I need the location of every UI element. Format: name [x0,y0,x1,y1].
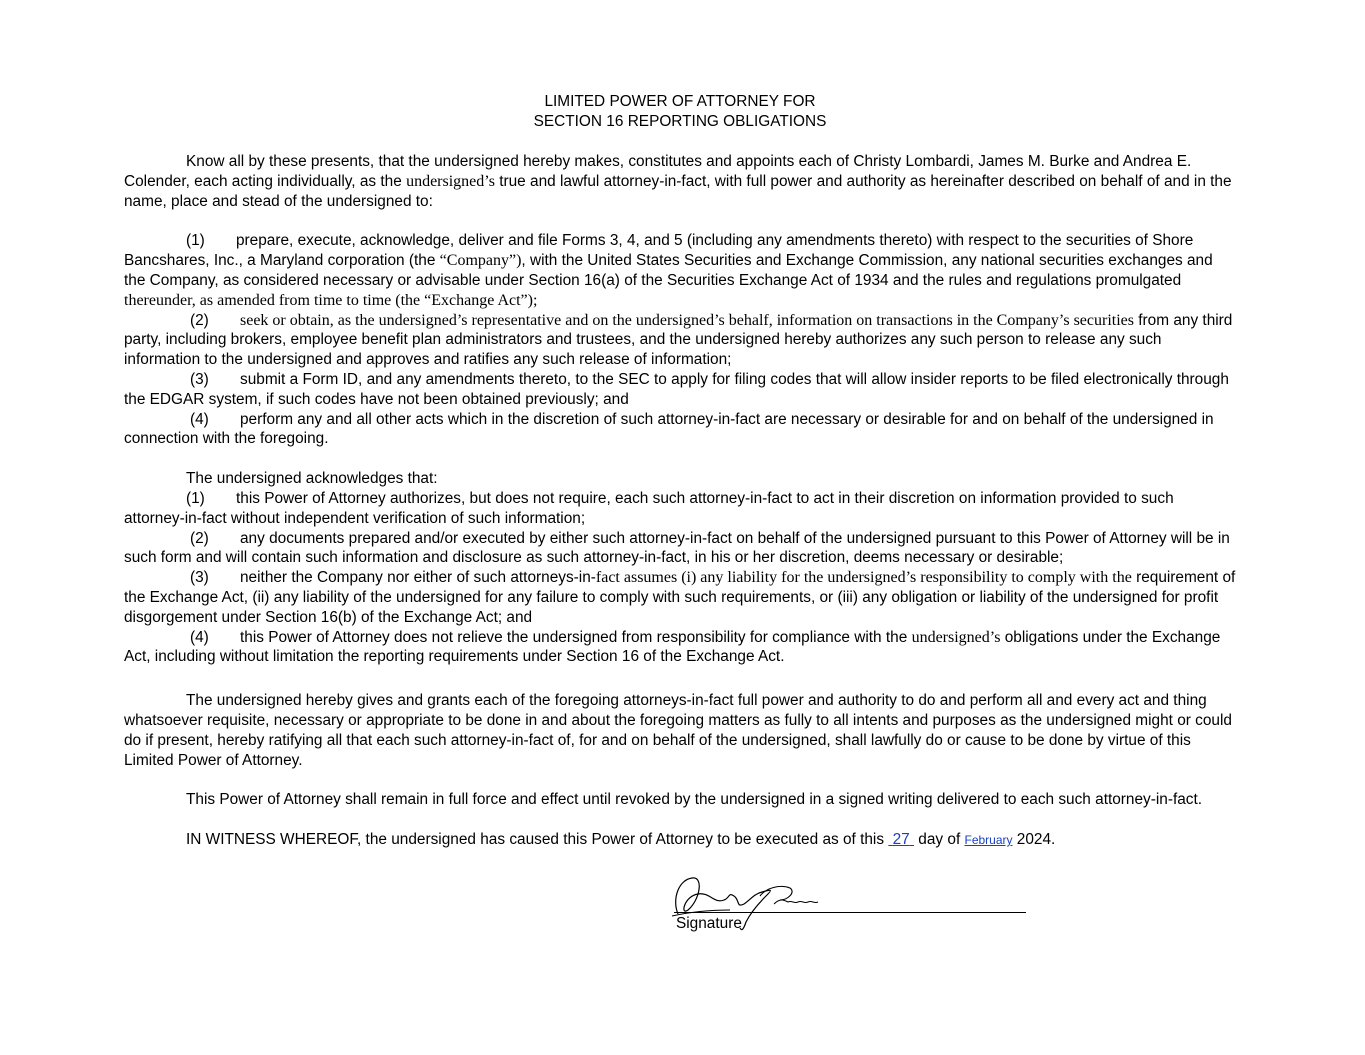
document-title-line-2: SECTION 16 REPORTING OBLIGATIONS [533,113,827,130]
power-item-1: (1) prepare, execute, acknowledge, deliver and file Forms 3, 4, and 5 (including any amendments thereto) with respect to the securities of Shore Bancshares, Inc., a Maryland corporation (the “Company”), with the United States Securities and Exchange Commission, any national securities exchanges and the Company, as considered necessary or advisable under Section 16(a) of the Securities Exchange Act of 1934 and the rules and regulations promulgated thereunder, as amended from time to time (the “Exchange Act”); [124,232,1213,309]
ack-item-4: (4) this Power of Attorney does not relieve the undersigned from responsibility for compliance with the undersigned’s obligations under the Exchange Act, including without limitation the reporting requirements under Section 16 of the Exchange Act. [124,628,1221,666]
power-item-4: (4) perform any and all other acts which in the discretion of such attorney-in-fact are necessary or desirable for and on behalf of the undersigned in connection with the foregoing. [124,410,1214,448]
ack-item-1: (1) this Power of Attorney authorizes, but does not require, each such attorney-in-fact to act in their discretion on information provided to such attorney-in-fact without independent verification of such information; [124,489,1174,527]
power-item-number: (1) [186,232,205,250]
document-title-line-1: LIMITED POWER OF ATTORNEY FOR [544,93,816,110]
ack-item-2: (2) any documents prepared and/or executed by either such attorney-in-fact on behalf of the undersigned pursuant to this Power of Attorney will be in such form and will contain such information and disclosure as such attorney-in-fact, in his or her discretion, deems necessary or desirable; [124,529,1230,567]
signature-block [670,870,1030,940]
power-item-number: (3) [190,370,209,388]
month-field[interactable]: February [964,833,1013,848]
power-item-number: (4) [190,410,209,428]
ack-item-number: (2) [190,529,209,547]
duration-paragraph: This Power of Attorney shall remain in full force and effect until revoked by the undersigned in a signed writing delivered to each such attorney-in-fact. [186,791,1203,809]
ack-item-number: (4) [190,628,209,646]
ack-item-3: (3) neither the Company nor either of such attorneys-in-fact assumes (i) any liability for the undersigned’s responsibility to comply with the requirement of the Exchange Act, (ii) any liability of the undersigned for any failure to comply with such requirements, or (iii) any obligation or liability of the undersigned for profit disgorgement under Section 16(b) of the Exchange Act; and [124,569,1236,626]
grant-paragraph: The undersigned hereby gives and grants each of the foregoing attorneys-in-fact full power and authority to do and perform all and every act and thing whatsoever requisite, necessary or appropriate to be done in and about the foregoing matters as fully to all intents and purposes as the undersigned might or could do if present, hereby ratifying all that each such attorney-in-fact of, for and on behalf of the undersigned, shall lawfully do or cause to be done by virtue of this Limited Power of Attorney. [124,692,1232,769]
ack-item-number: (3) [190,569,209,587]
signature-line [674,912,1026,913]
document-body [124,92,1236,851]
power-item-number: (2) [190,311,209,329]
acknowledgement-heading: The undersigned acknowledges that: [186,470,438,488]
day-field[interactable]: 27 [892,831,910,849]
witness-paragraph: IN WITNESS WHEREOF, the undersigned has caused this Power of Attorney to be executed as of this 27 day of February 2024. [186,831,1056,849]
power-item-3: (3) submit a Form ID, and any amendments thereto, to the SEC to apply for filing codes that will allow insider reports to be filed electronically through the EDGAR system, if such codes have not been obtained previously; and [124,370,1229,408]
signature-label: Signature [676,915,742,932]
power-item-2: (2) seek or obtain, as the undersigned’s representative and on the undersigned’s behalf, information on transactions in the Company’s securities from any third party, including brokers, employee benefit plan administrators and trustees, and the undersigned hereby authorizes any such person to release any such information to the undersigned and approves and ratifies any such release of information; [124,311,1233,369]
ack-item-number: (1) [186,489,205,507]
intro-paragraph: Know all by these presents, that the undersigned hereby makes, constitutes and appoints each of Christy Lombardi, James M. Burke and Andrea E. Colender, each acting individually, as the undersigned’s true and lawful attorney-in-fact, with full power and authority as hereinafter described on behalf of and in the name, place and stead of the undersigned to: [124,153,1232,210]
